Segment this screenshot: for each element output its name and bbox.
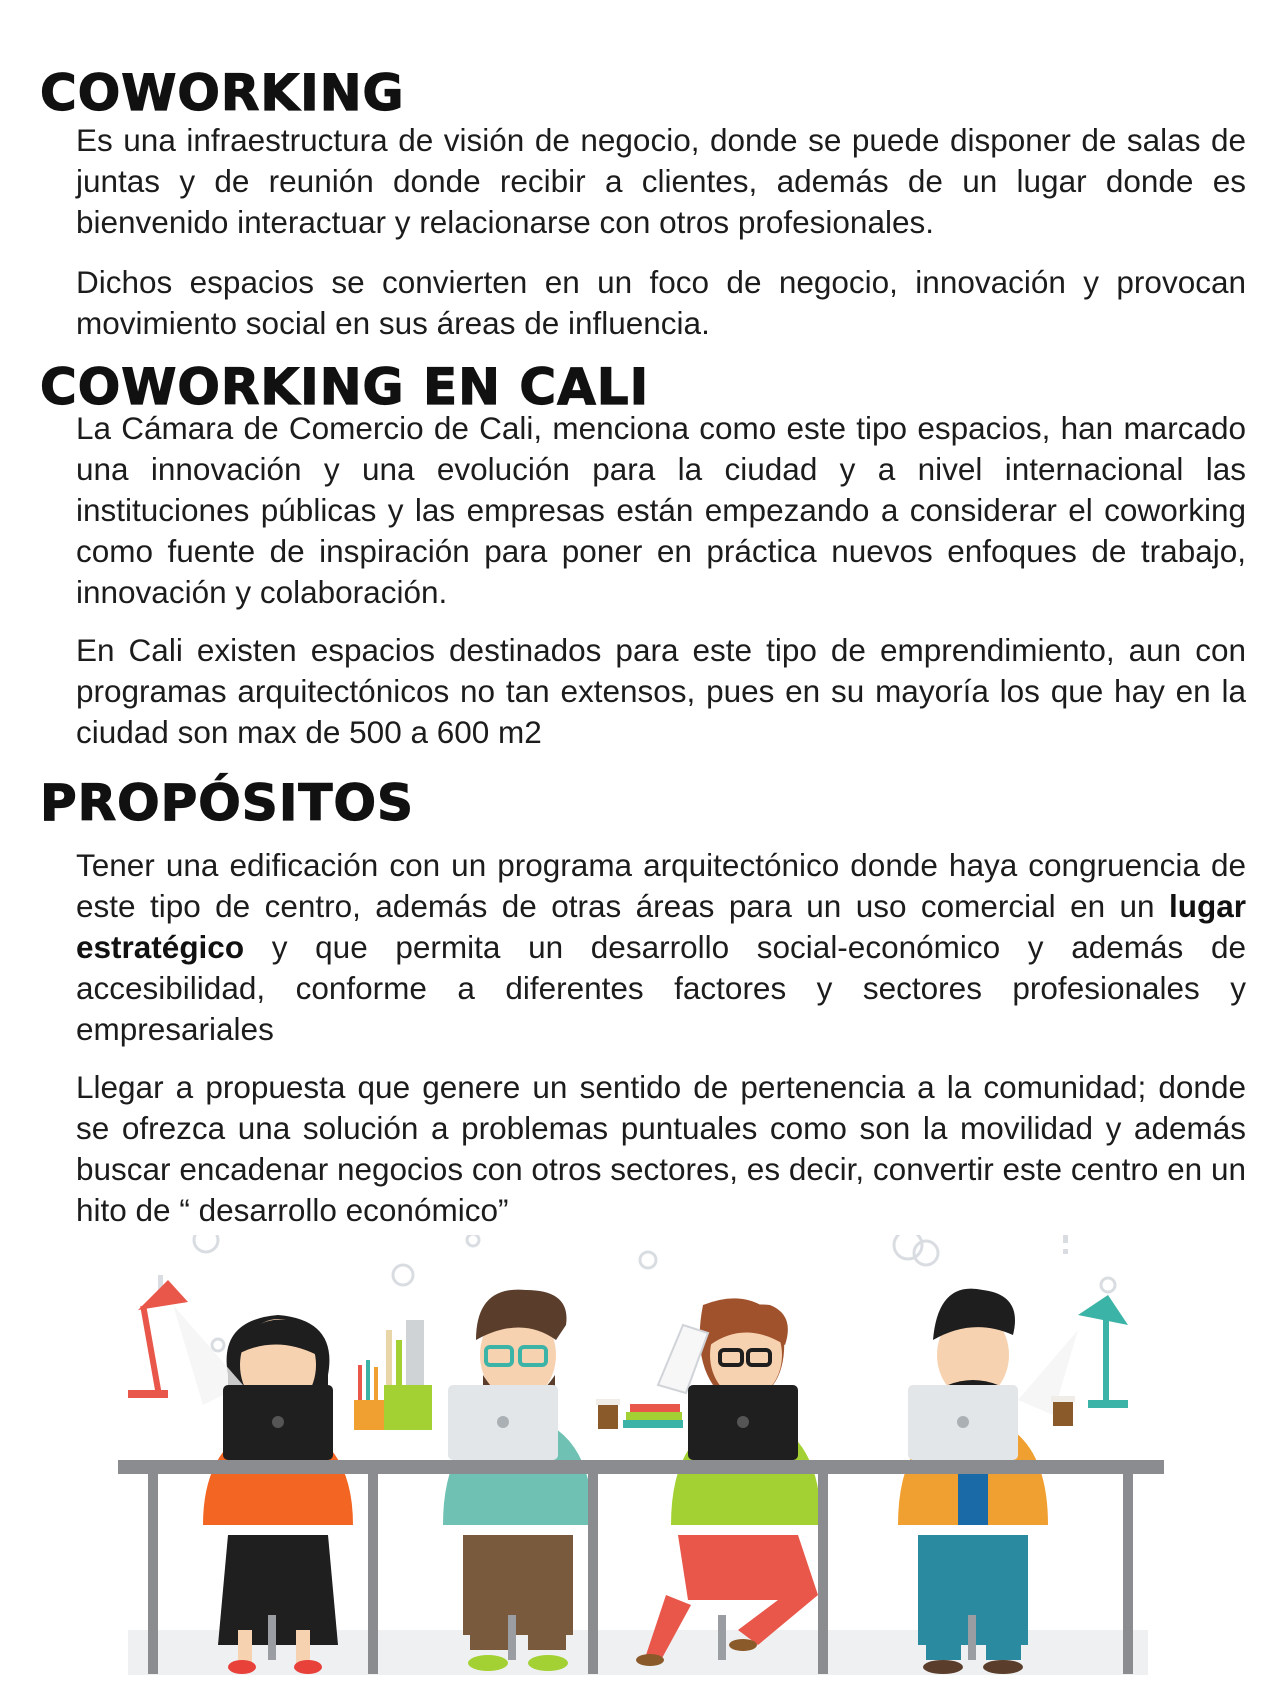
paragraph-proposito-1 [76,845,1246,1050]
teal-lamp [1018,1295,1128,1426]
paragraph-coworking-definition: Es una infraestructura de visión de negocio, donde se puede disponer de salas de juntas y de reunión donde recibir a clientes, además de un lugar donde es bienvenido interactuar y relacionarse con otros profesionales. [76,122,1246,240]
man-teal-top [443,1290,593,1671]
paragraph-espacios-cali: En Cali existen espacios destinados para este tipo de emprendimiento, aun con programas arquitectónicos no tan extensos, pues en su mayoría los que hay en la ciudad son max de 500 a 600 m2 [76,632,1246,750]
heading-coworking-en-cali: COWORKING EN CALI [40,358,650,416]
woman-green-top [636,1298,821,1666]
pencil-cup [354,1320,432,1430]
lugar-estrategico-bold: lugar estratégico [76,888,1246,965]
proposito-1-text-b: y que permita un desarrollo social-económico y además de accesibilidad, conforme a diferentes factores y sectores profesionales y empresariales [76,929,1246,1047]
laptops [223,1385,1018,1460]
paragraph-proposito-2: Llegar a propuesta que genere un sentido de pertenencia a la comunidad; donde se ofrezca una solución a problemas puntuales como son la movilidad y además buscar encadenar negocios con otros sectores, es decir, convertir este centro en un hito de “ desarrollo económico” [76,1069,1246,1228]
proposito-1-text-a: Tener una edificación con un programa arquitectónico donde haya congruencia de este tipo de centro, además de otras áreas para un uso comercial en un [76,847,1246,924]
paragraph-coworking-focus: Dichos espacios se convierten en un foco de negocio, innovación y provocan movimiento social en sus áreas de influencia. [76,264,1246,341]
paragraph-camara-comercio: La Cámara de Comercio de Cali, menciona como este tipo espacios, han marcado una innovación y una evolución para la ciudad y a nivel internacional las instituciones públicas y las empresas están empezando a considerar el coworking como fuente de inspiración para poner en práctica nuevos enfoques de trabajo, innovación y colaboración. [76,410,1246,610]
exclamation-icons [158,1235,1068,1303]
heading-propositos: PROPÓSITOS [40,774,415,832]
heading-coworking: COWORKING [40,64,405,122]
coffee-and-books [596,1399,683,1429]
coworking-illustration [118,1235,1164,1675]
